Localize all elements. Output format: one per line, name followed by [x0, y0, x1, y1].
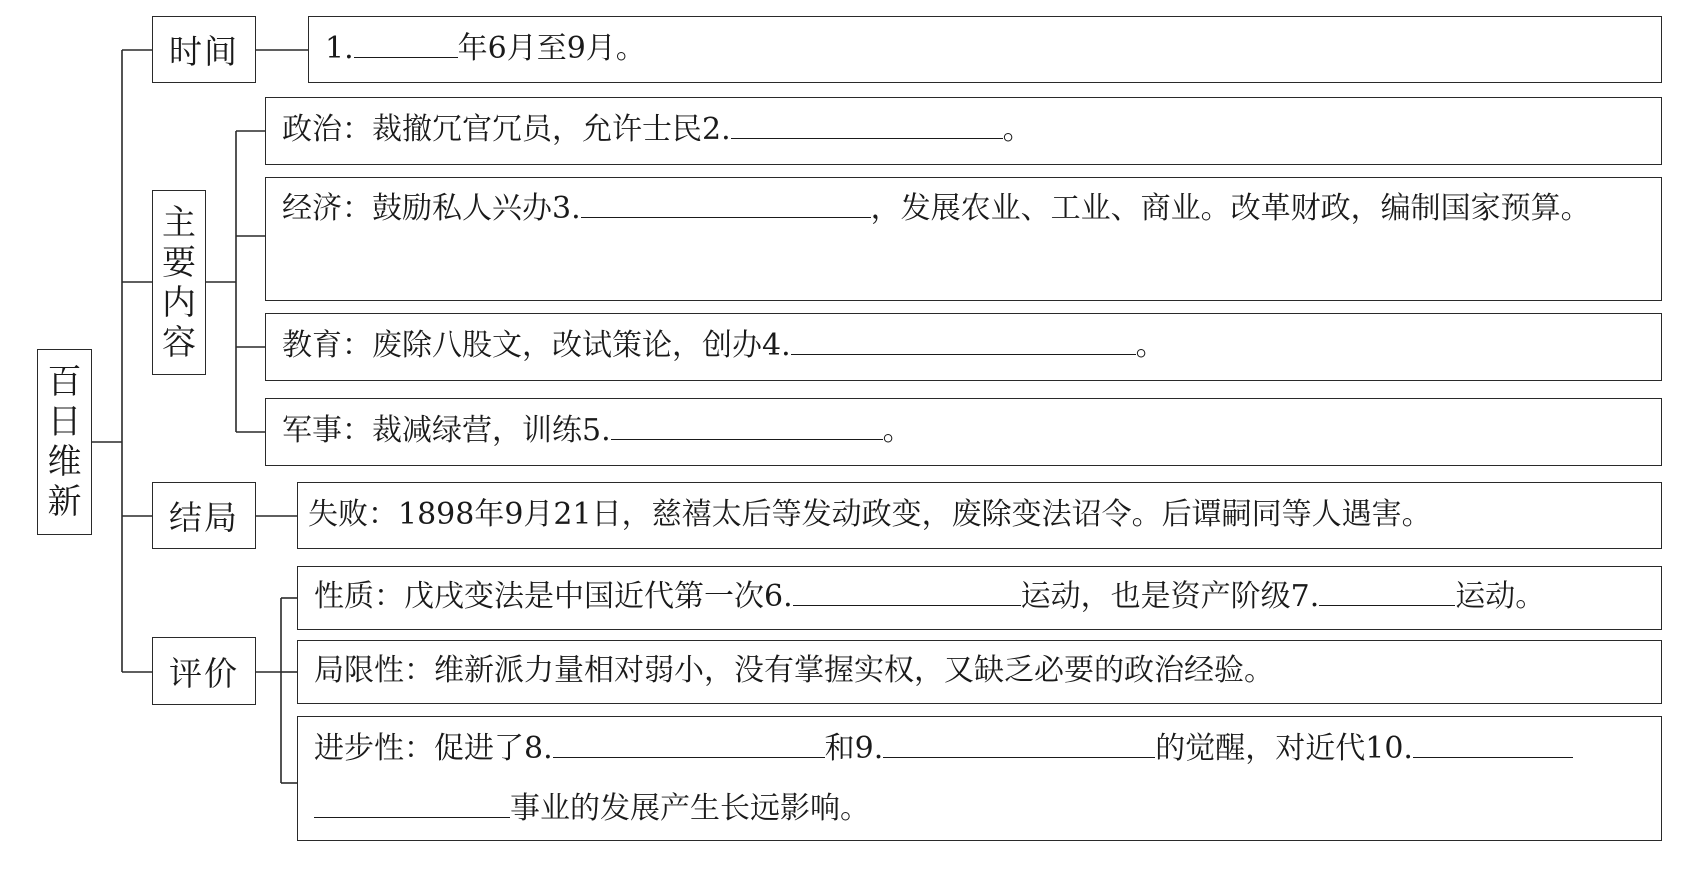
- row-economy: [265, 177, 1662, 301]
- row-progress-mid1: 和9.: [824, 731, 884, 766]
- row-result-text: 失败：1898年9月21日，慈禧太后等发动政变，废除变法诏令。后谭嗣同等人遇害。: [308, 497, 1432, 532]
- row-education-prefix: 教育：废除八股文，改试策论，创办4.: [282, 328, 791, 363]
- blank-8: [553, 729, 825, 759]
- branch-result-label: 结局: [169, 498, 239, 537]
- root-label: 百日维新: [47, 362, 82, 522]
- row-economy-prefix: 经济：鼓励私人兴办3.: [282, 191, 581, 226]
- blank-10a: [1413, 729, 1573, 759]
- row-economy-suffix: ，发展农业、工业、商业。改革财政，编制国家预算。: [870, 191, 1591, 226]
- blank-2: [731, 110, 1003, 140]
- blank-4: [791, 326, 1136, 356]
- row-nature-middle: 运动，也是资产阶级7.: [1020, 579, 1320, 614]
- blank-1: [354, 29, 458, 59]
- branch-main-content-label: 主要内容: [162, 202, 196, 363]
- row-progress: [297, 716, 1662, 841]
- row-result: [297, 482, 1662, 549]
- blank-5: [611, 411, 883, 441]
- branch-time-label: 时间: [169, 32, 239, 71]
- row-nature: [297, 566, 1662, 630]
- row-progress-mid2: 的觉醒，对近代10.: [1155, 731, 1413, 766]
- blank-10b: [314, 789, 510, 819]
- row-nature-prefix: 性质：戊戌变法是中国近代第一次6.: [314, 579, 793, 614]
- row-politics: [265, 97, 1662, 165]
- row-military-suffix: 。: [882, 413, 913, 448]
- branch-evaluation: [152, 637, 256, 705]
- row-time-prefix: 1.: [325, 31, 354, 66]
- row-politics-prefix: 政治：裁撤冗官冗员，允许士民2.: [282, 112, 731, 147]
- blank-6: [793, 577, 1021, 607]
- row-politics-suffix: 。: [1002, 112, 1033, 147]
- root-node: [37, 349, 92, 535]
- row-education-suffix: 。: [1135, 328, 1166, 363]
- blank-7: [1319, 577, 1455, 607]
- row-time: [308, 16, 1662, 83]
- blank-3: [581, 189, 871, 219]
- row-limitation-text: 局限性：维新派力量相对弱小，没有掌握实权，又缺乏必要的政治经验。: [314, 653, 1274, 688]
- row-military-prefix: 军事：裁减绿营，训练5.: [282, 413, 611, 448]
- row-time-suffix: 年6月至9月。: [457, 31, 646, 66]
- row-progress-prefix: 进步性：促进了8.: [314, 731, 553, 766]
- branch-result: [152, 482, 256, 549]
- branch-main-content: [152, 190, 206, 375]
- row-education: [265, 313, 1662, 381]
- row-progress-suffix: 事业的发展产生长远影响。: [510, 791, 870, 826]
- row-military: [265, 398, 1662, 466]
- branch-time: [152, 16, 256, 83]
- blank-9: [883, 729, 1155, 759]
- branch-evaluation-label: 评价: [169, 653, 239, 693]
- row-limitation: [297, 640, 1662, 704]
- row-nature-suffix: 运动。: [1455, 579, 1546, 614]
